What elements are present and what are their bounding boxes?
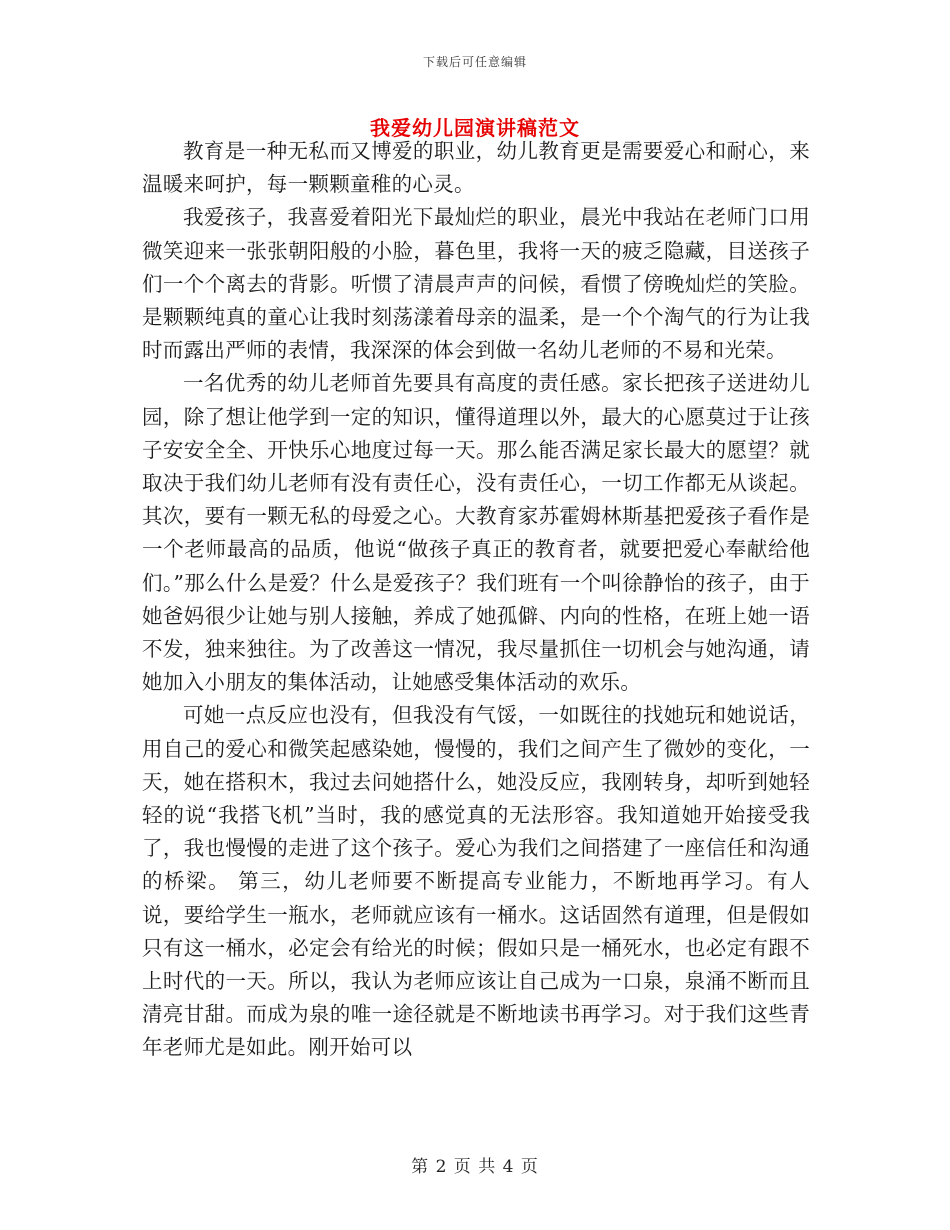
paragraph: 教育是一种无私而又博爱的职业，幼儿教育更是需要爱心和耐心，来温暖来呵护，每一颗颗童稚的心灵。 <box>142 139 810 197</box>
document-body <box>142 135 810 1065</box>
paragraph: 我爱孩子，我喜爱着阳光下最灿烂的职业，晨光中我站在老师门口用微笑迎来一张张朝阳般的小脸，暮色里，我将一天的疲乏隐藏，目送孩子们一个个离去的背影。听惯了清晨声声的问候，看惯了傍晚灿烂的笑脸。是颗颗纯真的童心让我时刻荡漾着母亲的温柔，是一个个淘气的行为让我时而露出严师的表情，我深深的体会到做一名幼儿老师的不易和光荣。 <box>142 205 810 363</box>
page-number: 第 2 页 共 4 页 <box>411 1157 539 1177</box>
header-note: 下载后可任意编辑 <box>422 55 527 69</box>
paragraph: 可她一点反应也没有，但我没有气馁，一如既往的找她玩和她说话，用自己的爱心和微笑起感染她，慢慢的，我们之间产生了微妙的变化，一天，她在搭积木，我过去问她搭什么，她没反应，我刚转身，却听到她轻轻的说“我搭飞机”当时，我的感觉真的无法形容。我知道她开始接受我了，我也慢慢的走进了这个孩子。爱心为我们之间搭建了一座信任和沟通的桥梁。 第三，幼儿老师要不断提高专业能力，不断地再学习。有人说，要给学生一瓶水，老师就应该有一桶水。这话固然有道理，但是假如只有这一桶水，必定会有给光的时候；假如只是一桶死水，也必定有跟不上时代的一天。所以，我认为老师应该让自己成为一口泉，泉涌不断而且清亮甘甜。而成为泉的唯一途径就是不断地读书再学习。对于我们这些青年老师尤是如此。刚开始可以 <box>142 703 810 1060</box>
document-title: 我爱幼儿园演讲稿范文 <box>370 116 580 140</box>
paragraph: 一名优秀的幼儿老师首先要具有高度的责任感。家长把孩子送进幼儿园，除了想让他学到一定的知识，懂得道理以外，最大的心愿莫过于让孩子安安全全、开快乐心地度过每一天。那么能否满足家长最大的愿望？就取决于我们幼儿老师有没有责任心，没有责任心，一切工作都无从谈起。 其次，要有一颗无私的母爱之心。大教育家苏霍姆林斯基把爱孩子看作是一个老师最高的品质，他说“做孩子真正的教育者，就要把爱心奉献给他们。”那么什么是爱？什么是爱孩子？我们班有一个叫徐静怡的孩子，由于她爸妈很少让她与别人接触，养成了她孤僻、内向的性格，在班上她一语不发，独来独往。为了改善这一情况，我尽量抓住一切机会与她沟通，请她加入小朋友的集体活动，让她感受集体活动的欢乐。 <box>142 371 810 695</box>
